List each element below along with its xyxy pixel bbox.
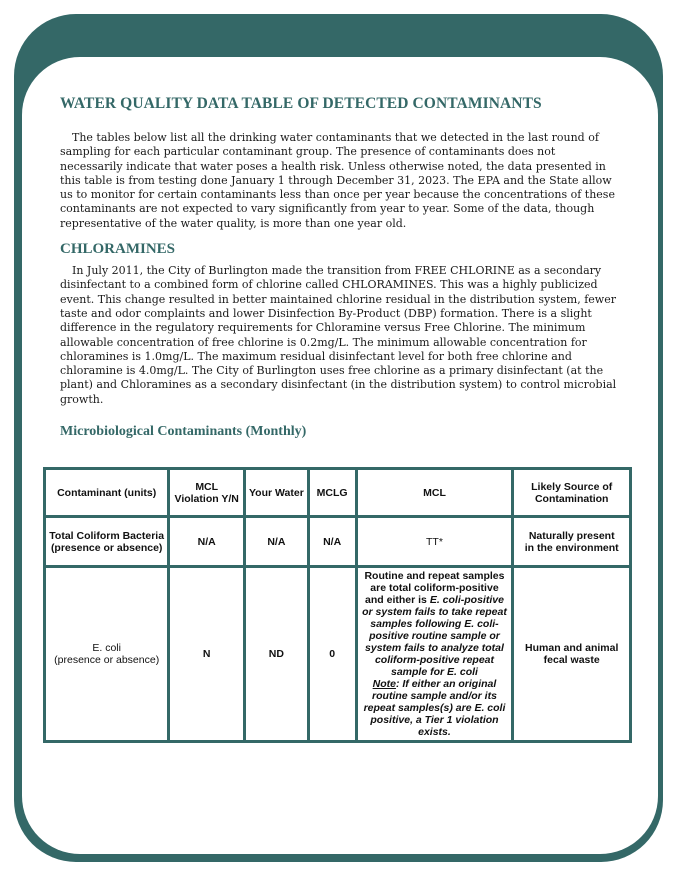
- cell-your-water: ND: [245, 567, 309, 742]
- source-line2: in the environment: [524, 541, 619, 554]
- cell-mcl: TT*: [356, 517, 513, 567]
- micro-heading: Microbiological Contaminants (Monthly): [60, 424, 307, 440]
- intro-paragraph: [60, 131, 620, 231]
- col-header-source-line1: Likely Source of: [531, 480, 613, 493]
- mcl-note-text: : If either an original routine sample and/or its repeat samples(s) are E. coli positive, a Tier 1 violation exists.: [363, 678, 506, 738]
- mcl-text-part2: E. coli-positive or system fails to take repeat samples following E. coli-positive routine sample or system fails to analyze total coliform-positive repeat sample for E. coli: [362, 594, 507, 678]
- cell-violation: N/A: [169, 517, 245, 567]
- mcl-text-part1: Routine and repeat samples are total coliform-positive and either is: [364, 570, 505, 606]
- col-header-source: [513, 469, 631, 517]
- table-row: [45, 567, 631, 742]
- chloramines-heading: CHLORAMINES: [60, 241, 176, 258]
- cell-mclg: 0: [308, 567, 356, 742]
- contaminant-units: (presence or absence): [50, 541, 163, 554]
- col-header-mcl: MCL: [356, 469, 513, 517]
- chloramines-paragraph: [60, 264, 620, 407]
- cell-mcl-definition: [356, 567, 513, 742]
- cell-violation: N: [169, 567, 245, 742]
- col-header-mclg: MCLG: [308, 469, 356, 517]
- contaminant-name: E. coli: [92, 642, 121, 654]
- table-row: [45, 517, 631, 567]
- chloramines-text: In July 2011, the City of Burlington made the transition from FREE CHLORINE as a secondary disinfectant to a combined form of chlorine called CHLORAMINES. This was a highly publicized event. This change resulted in better maintained chlorine residual in the distribution system, fewer taste and odor complaints and lower Disinfection By-Product (DBP) formation. There is a slight difference in the regulatory requirements for Chloramine versus Free Chlorine. The minimum allowable concentration of free chlorine is 0.2mg/L. The minimum allowable concentration for chloramines is 1.0mg/L. The maximum residual disinfectant level for both free chlorine and chloramine is 4.0mg/L. The City of Burlington uses free chlorine as a primary disinfectant (at the plant) and Chloramines as a secondary disinfectant (in the distribution system) to control microbial growth.: [60, 264, 617, 406]
- col-header-contaminant: Contaminant (units): [45, 469, 169, 517]
- contaminant-units: (presence or absence): [54, 654, 160, 666]
- cell-source: [513, 567, 631, 742]
- source-line1: Naturally present: [528, 529, 615, 542]
- col-header-violation: [169, 469, 245, 517]
- document-content: [58, 95, 634, 453]
- contaminant-name: Total Coliform Bacteria: [49, 529, 165, 542]
- source-line1: Human and animal: [525, 642, 619, 654]
- mcl-note-label: Note: [372, 678, 396, 690]
- cell-mclg: N/A: [308, 517, 356, 567]
- source-line2: fecal waste: [543, 654, 600, 666]
- col-header-your-water: Your Water: [245, 469, 309, 517]
- cell-your-water: N/A: [245, 517, 309, 567]
- cell-source: [513, 517, 631, 567]
- intro-text: The tables below list all the drinking water contaminants that we detected in the last round of sampling for each particular contaminant group. The presence of contaminants does not necessarily indicate that water poses a health risk. Unless otherwise noted, the data presented in this table is from testing done January 1 through December 31, 2023. The EPA and the State allow us to monitor for certain contaminants less than once per year because the concentrations of these contaminants are not expected to vary significantly from year to year. Some of the data, though representative of the water quality, is more than one year old.: [60, 131, 615, 230]
- table-header-row: [45, 469, 631, 517]
- cell-contaminant: [45, 567, 169, 742]
- col-header-violation-line2: Violation Y/N: [174, 492, 239, 505]
- cell-contaminant: [45, 517, 169, 567]
- microbiological-contaminants-table: [43, 467, 632, 743]
- col-header-source-line2: Contamination: [534, 492, 609, 505]
- page-title: WATER QUALITY DATA TABLE OF DETECTED CONTAMINANTS: [60, 95, 542, 112]
- col-header-violation-line1: MCL: [195, 480, 219, 493]
